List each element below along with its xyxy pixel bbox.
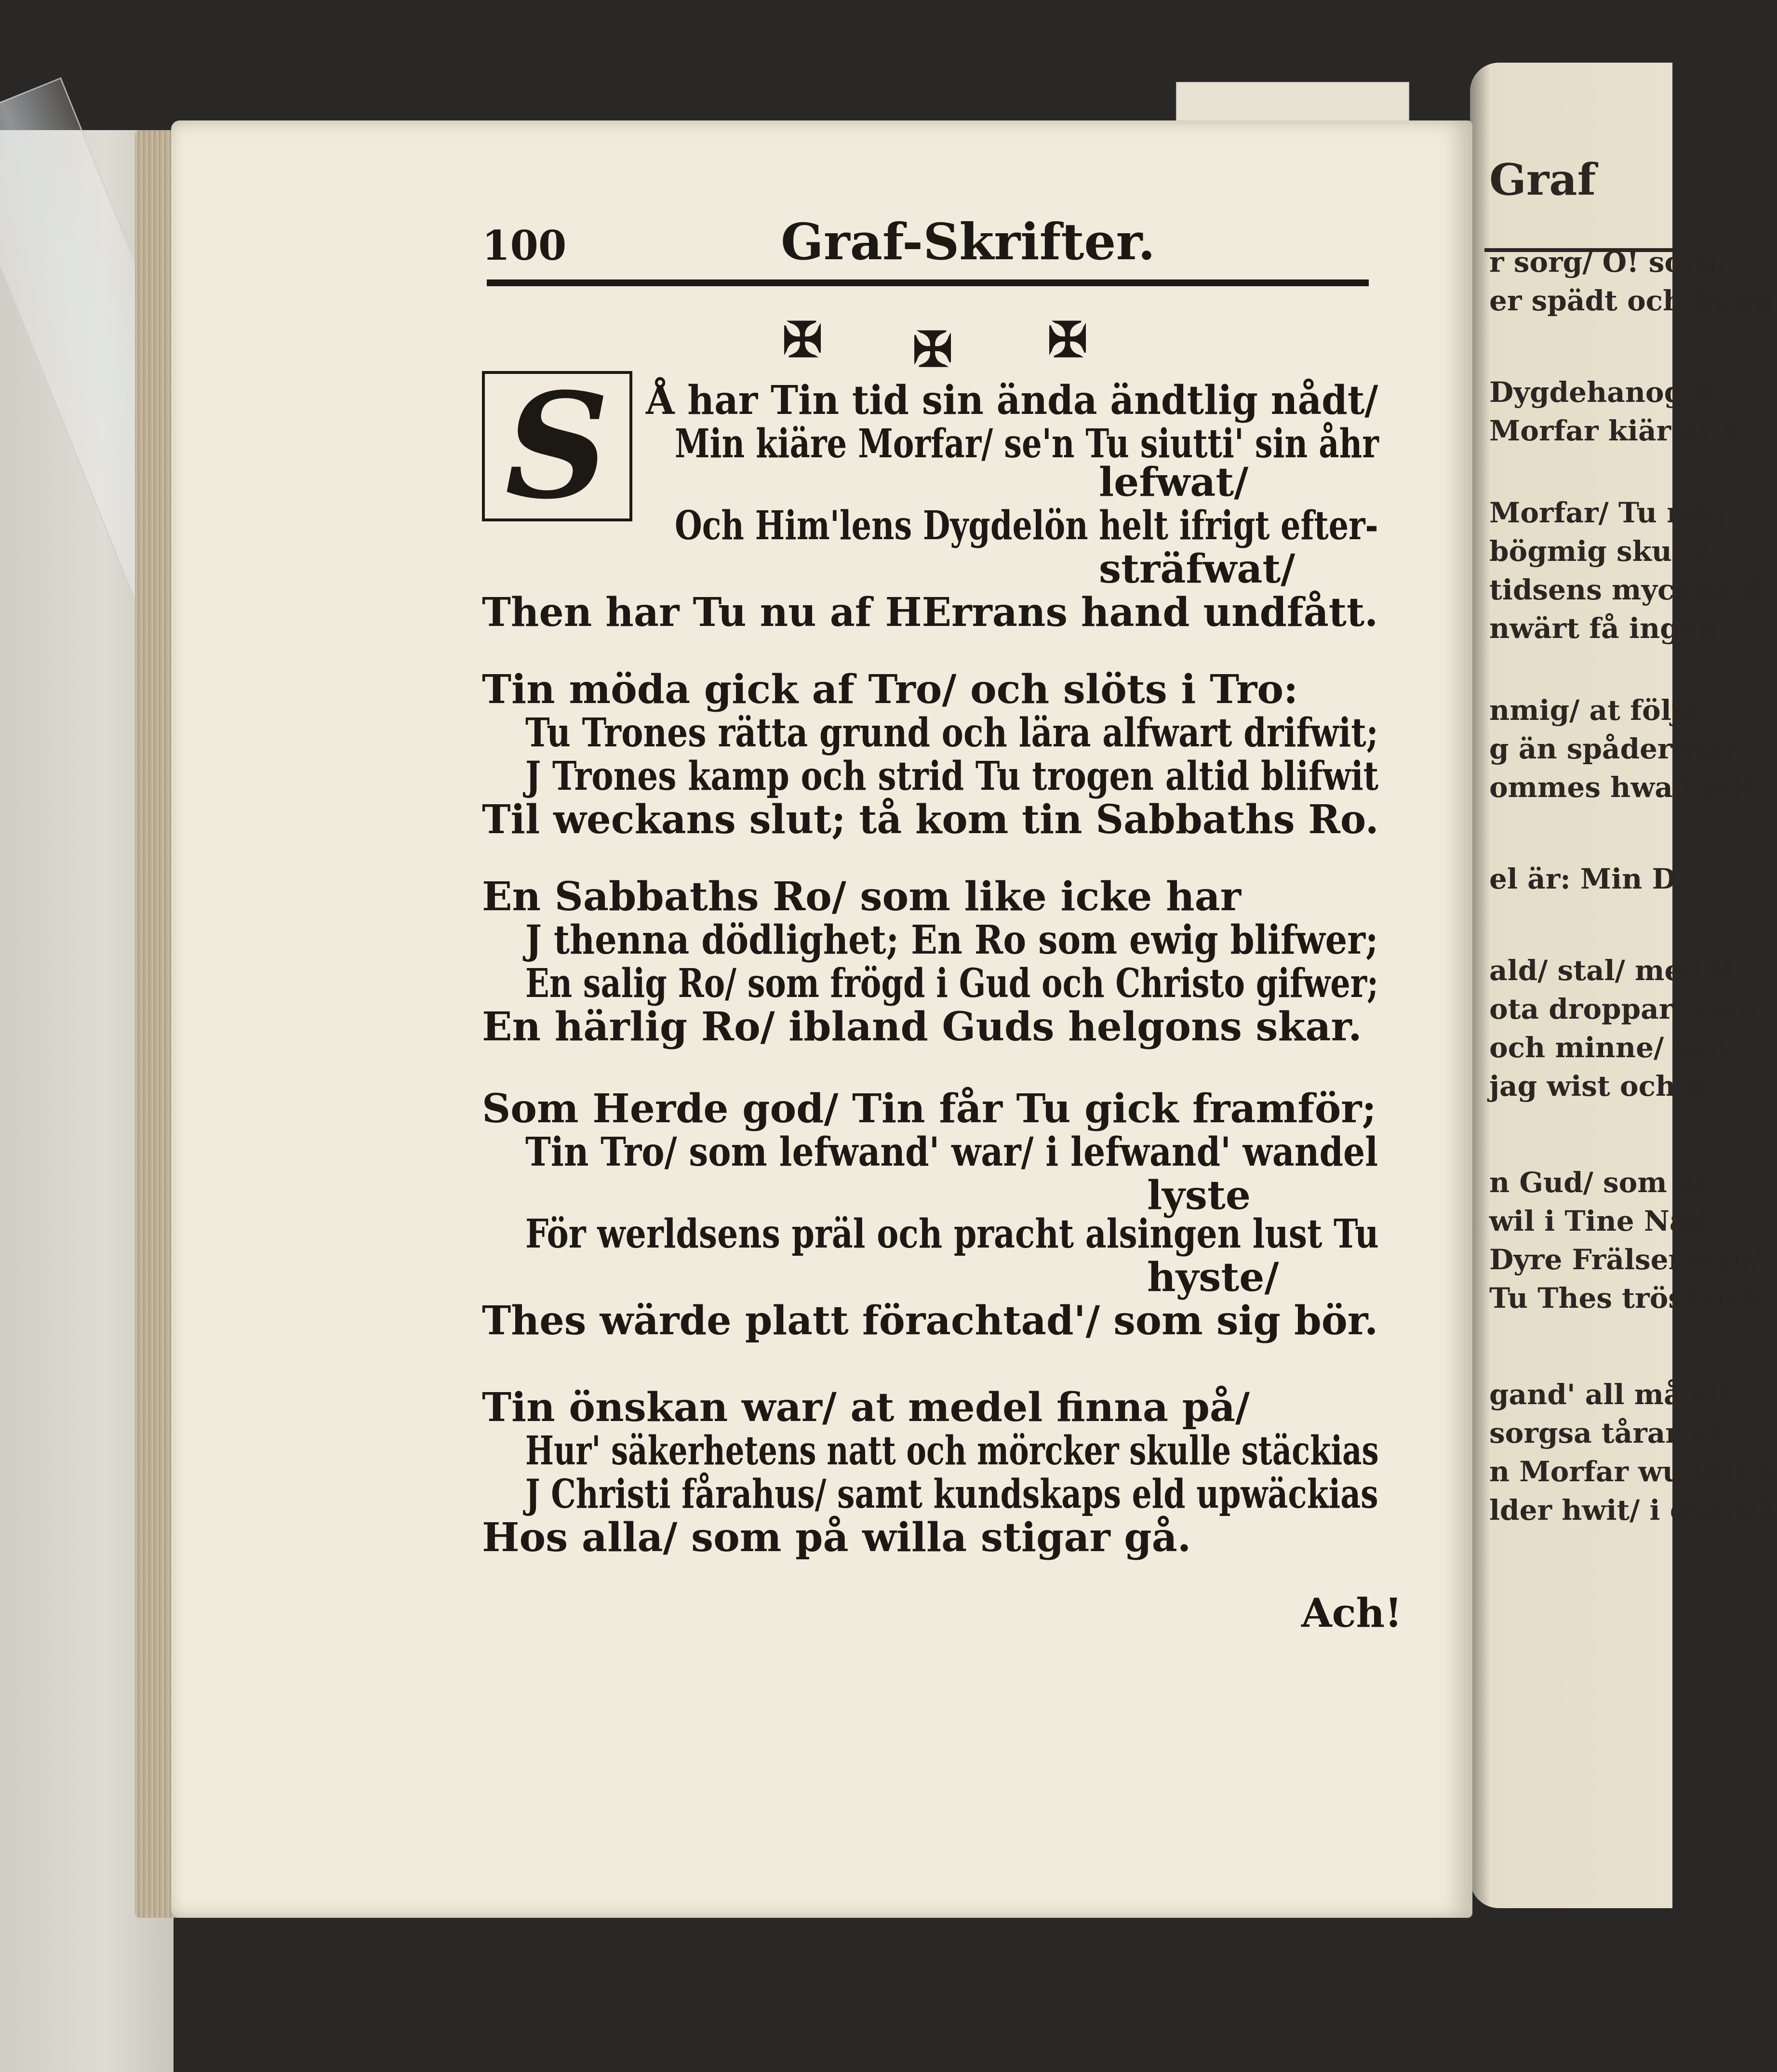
facing-page-line: n Gud/ som är	[1489, 1166, 1710, 1199]
facing-page-line: er spädt och hung	[1489, 284, 1774, 317]
facing-page-line: nwärt få ingen	[1489, 612, 1718, 645]
poem-line: lefwat/	[1099, 459, 1249, 505]
facing-page-line: n Morfar wunnit h	[1489, 1455, 1777, 1488]
poem-line: En härlig Ro/ ibland Guds helgons skar.	[482, 1004, 1362, 1050]
cross-ornament-1: ✠	[782, 311, 823, 368]
page-number: 100	[482, 222, 567, 269]
poem-line: Som Herde god/ Tin får Tu gick framför;	[482, 1086, 1376, 1132]
poem-line: hyste/	[1147, 1254, 1279, 1301]
poem-line: Och Him'lens Dygdelön helt ifrigt efter-	[675, 503, 1378, 549]
facing-page-line: jag wist och w	[1489, 1070, 1710, 1102]
poem-line: Tin Tro/ som lefwand' war/ i lefwand' wandel	[525, 1129, 1378, 1175]
facing-page-line: gand' all må sti	[1489, 1378, 1731, 1411]
poem-line: Hos alla/ som på willa stigar gå.	[482, 1514, 1191, 1561]
poem-line: För werldsens präl och pracht alsingen lust Tu	[525, 1211, 1379, 1257]
poem-line: Tin önskan war/ at medel finna på/	[482, 1384, 1250, 1431]
facing-page-head: Graf	[1489, 154, 1596, 205]
facing-page-line: wil i Tine Nåd	[1489, 1205, 1708, 1237]
facing-page-line: el är: Min D	[1489, 863, 1676, 895]
facing-page-line: bögmig skulle	[1489, 535, 1711, 568]
facing-page-line: ommes hwad mit	[1489, 771, 1755, 804]
facing-page-line: g än spåder war	[1489, 732, 1739, 765]
poem-line: Thes wärde platt förachtad'/ som sig bör.	[482, 1298, 1378, 1344]
facing-page-line: Morfar kiär är t	[1489, 414, 1737, 447]
poem-line: Tu Trones rätta grund och lära alfwart drifwit;	[525, 710, 1378, 756]
facing-page-line: Morfar/ Tu mig	[1489, 496, 1727, 529]
poem-line: Hur' säkerhetens natt och mörcker skulle stäckias	[525, 1428, 1379, 1474]
facing-page-line: nmig/ at följa	[1489, 694, 1700, 727]
page-header	[482, 212, 1374, 275]
poem-line: J Trones kamp och strid Tu trogen altid blifwit	[525, 753, 1379, 799]
poem-line: sträfwat/	[1099, 546, 1296, 592]
facing-page-line: Dyre Frälserman/	[1489, 1243, 1762, 1276]
facing-page-line: och minne/ san	[1489, 1031, 1728, 1064]
drop-cap: S	[482, 371, 632, 521]
poem-line: Til weckans slut; tå kom tin Sabbaths Ro.	[482, 797, 1379, 843]
cross-ornament-3: ✠	[1047, 311, 1088, 368]
cross-ornament-2: ✠	[912, 321, 953, 378]
running-head: Graf-Skrifter.	[781, 212, 1156, 271]
poem-line: Å har Tin tid sin ända ändtlig nådt/	[646, 377, 1378, 424]
poem-line: Then har Tu nu af HErrans hand undfått.	[482, 589, 1378, 636]
facing-page-line: lder hwit/ i ösörgå	[1489, 1494, 1776, 1527]
facing-page-line: ald/ stal/ med R	[1489, 954, 1735, 987]
poem-line: J Christi fårahus/ samt kundskaps eld upwäckias	[525, 1471, 1378, 1517]
poem-line: Tin möda gick af Tro/ och slöts i Tro:	[482, 666, 1298, 713]
poem-line: J thenna dödlighet; En Ro som ewig blifwer;	[525, 917, 1378, 963]
poem-line: En salig Ro/ som frögd i Gud och Christo gifwer;	[525, 960, 1379, 1007]
catchword: Ach!	[1301, 1590, 1403, 1636]
header-rule	[487, 279, 1369, 286]
facing-page-line: r sorg/ O! sorg/	[1489, 246, 1728, 279]
poem-line: En Sabbaths Ro/ som like icke har	[482, 874, 1241, 920]
facing-page	[1470, 63, 1777, 1908]
poem-line: Min kiäre Morfar/ se'n Tu siutti' sin åhr	[675, 421, 1379, 467]
facing-page-line: sorgsa tårar af	[1489, 1417, 1720, 1449]
facing-page-line: Dygdehanog fl	[1489, 376, 1714, 409]
facing-page-line: tidsens myckna fl	[1489, 573, 1763, 606]
facing-page-line: Tu Thes tröst och	[1489, 1282, 1763, 1315]
facing-page-line: ota droppar/ som	[1489, 993, 1758, 1025]
poem-line: lyste	[1147, 1172, 1251, 1219]
